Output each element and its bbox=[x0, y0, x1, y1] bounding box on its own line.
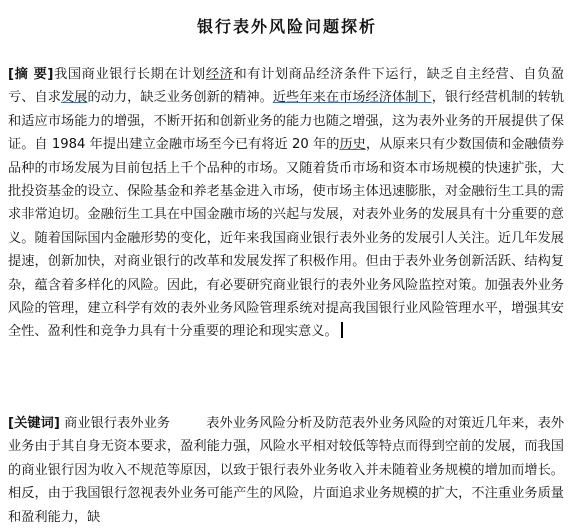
keywords-label: [关键词] bbox=[8, 416, 60, 431]
body-text: 近几年来，表外业务由于其自身无资本要求，盈利能力强，风险水平相对较低等特点而得到空前的发展，而我国的商业银行因为收入不规范等原因，以致于银行表外业务收入并未随着业务规模的增加而增长。相反，由于我国银行忽视表外业务可能产生的风险，片面追求业务规模的扩大，不注重业务质量和盈利能力，缺 bbox=[8, 416, 565, 525]
document-title: 银行表外风险问题探析 bbox=[196, 17, 377, 36]
keyword-1: 商业银行表外业务 bbox=[64, 416, 171, 431]
abstract-text-3: 的动力，缺乏业务创新的精神。 bbox=[87, 90, 273, 106]
keyword-2: 表外业务风险分析及防范表外业务风险的对策 bbox=[206, 416, 472, 431]
keywords-paragraph bbox=[8, 412, 564, 529]
hyperlink-economy[interactable]: 经济 bbox=[205, 67, 234, 82]
abstract-text-1: 我国商业银行长期在计划 bbox=[53, 67, 206, 82]
hyperlink-history[interactable]: 历史 bbox=[339, 137, 366, 153]
abstract-label: [摘 要] bbox=[8, 67, 54, 82]
hyperlink-development[interactable]: 发展 bbox=[60, 90, 88, 106]
hyperlink-recent-years[interactable]: 近些年来在市场经济体制下 bbox=[272, 90, 432, 106]
abstract-text-2: 和有计划商品经济条件下运行，缺乏自主经营、自负盈亏、自求 bbox=[8, 67, 565, 106]
abstract-paragraph bbox=[8, 63, 564, 344]
abstract-text-5: ，从原来只有少数国债和金融债券品种的市场发展为目前包括上千个品种的市场。又随着货币市场和资本市场规模的快速扩张，大批投资基金的设立、保险基金和养老基金进入市场，使市场主体迅速膨胀，对金融衍生工具的需求非常迫切。金融衍生工具在中国金融市场的兴起与发展，对表外业务的发展具有十分重要的意义。随着国际国内金融形势的变化，近年来我国商业银行表外业务的发展引人关注。近几年发展提速，创新加快，对商业银行的改革和发展发挥了积极作用。但由于表外业务创新活跃、结构复杂，蕴含着多样化的风险。因此，有必要研究商业银行的表外业务风险监控对策。加强表外业务风险的管理，建立科学有效的表外业务风险管理系统对提高我国银行业风险管理水平，增强其安全性、盈利性和竞争力具有十分重要的理论和现实意义。 bbox=[8, 137, 565, 340]
text-cursor bbox=[341, 322, 343, 338]
abstract-text-4: ，银行经营机制的转轨和适应市场能力的增强，不断开拓和创新业务的能力也随之增强，这为表外业务的开展提供了保证。自 1984 年提出建立金融市场至今已有将近 20 年的 bbox=[8, 90, 565, 153]
